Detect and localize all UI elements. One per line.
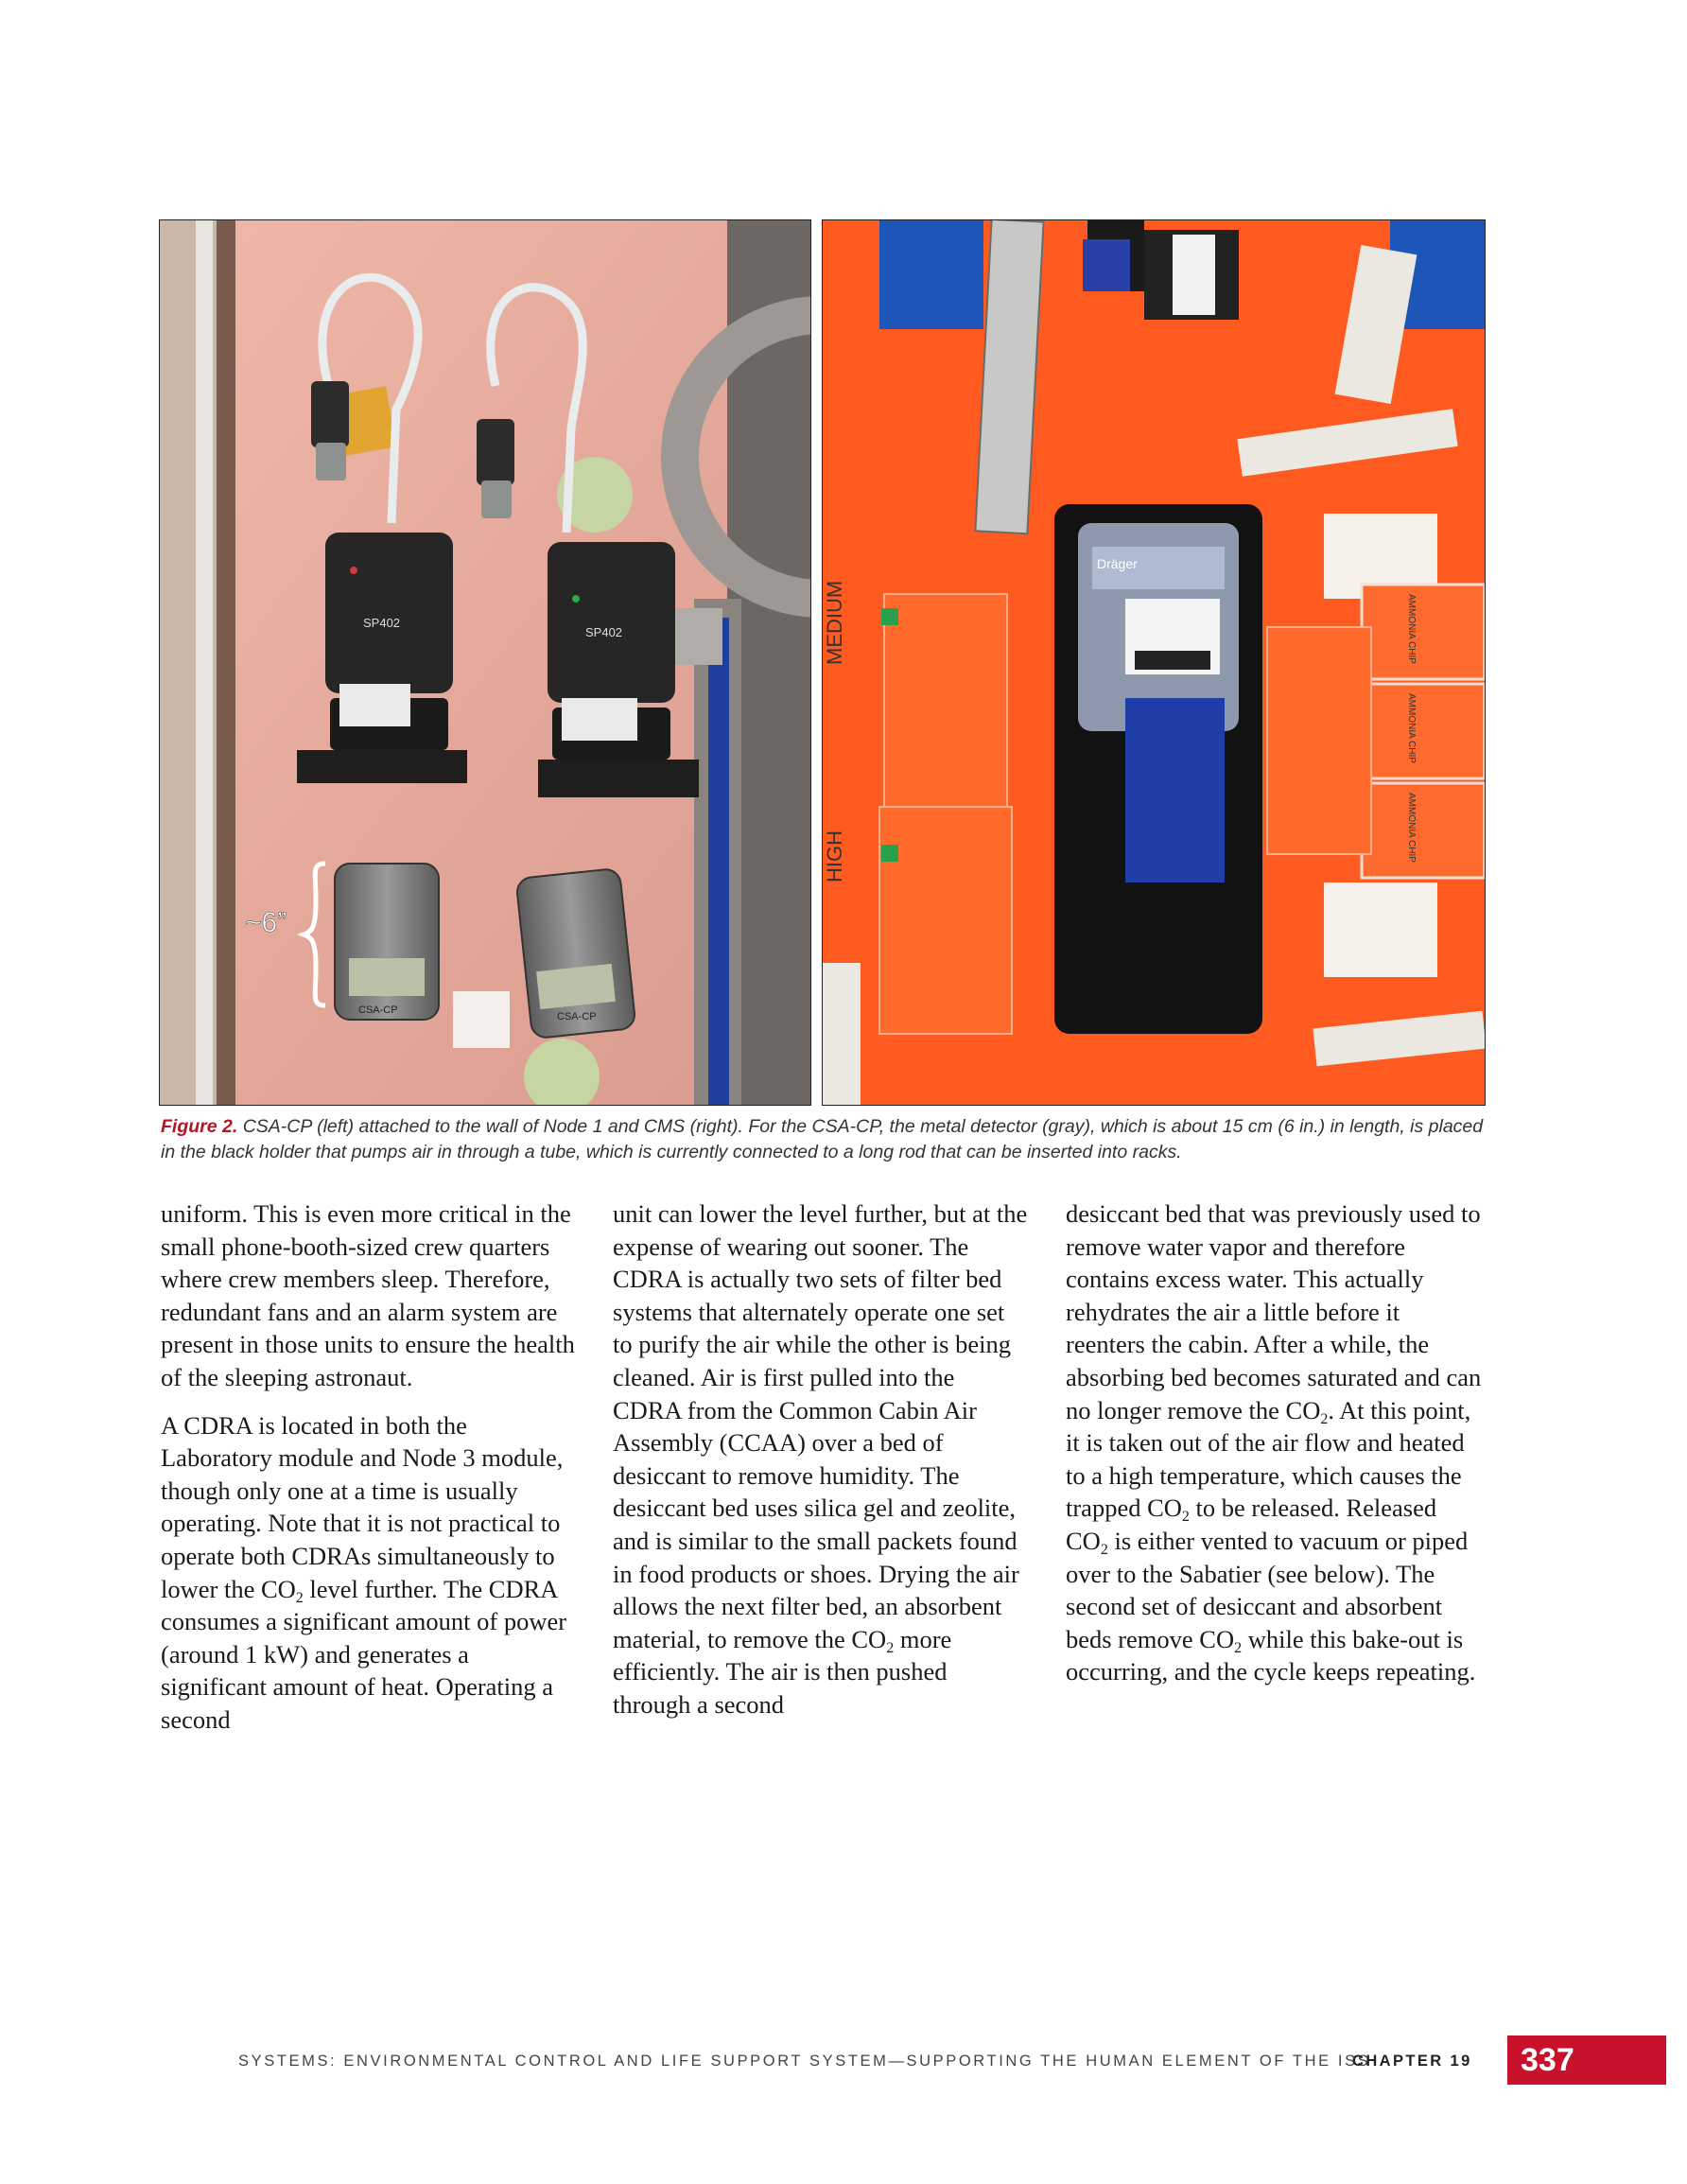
figure-caption bbox=[161, 1114, 1494, 1165]
col1-p2-text-a: A CDRA is located in both the Laboratory module and Node 3 module, though only one at a time is usually operating. Note that it is not practical to operate both CDRAs simultaneously to lower the CO bbox=[161, 1410, 564, 1603]
paragraph bbox=[161, 1409, 577, 1737]
paragraph bbox=[1066, 1197, 1482, 1688]
pump-label-right: SP402 bbox=[585, 625, 623, 639]
detector-label-left: CSA-CP bbox=[358, 1005, 398, 1016]
col2-text-a: unit can lower the level further, but at the expense of wearing out sooner. The CDRA is actually two sets of filter bed systems that alternately operate one set to purify the air while the other is being cleaned. Air is first pulled into the CDRA from the Common Cabin Air Assembly (CCAA) over a bed of desiccant to remove humidity. The desiccant bed uses silica gel and zeolite, and is similar to the small packets found in food products or shoes. Drying the air allows the next filter bed, an absorbent material, to remove the CO bbox=[613, 1199, 1028, 1653]
pocket-label-medium: MEDIUM bbox=[823, 580, 846, 665]
co2-subscript: 2 bbox=[1181, 1509, 1190, 1526]
body-column-1 bbox=[161, 1197, 577, 1752]
co2-subscript: 2 bbox=[886, 1639, 895, 1656]
running-head: SYSTEMS: ENVIRONMENTAL CONTROL AND LIFE SUPPORT SYSTEM—SUPPORTING THE HUMAN ELEMENT OF THE ISS bbox=[238, 2053, 1371, 2070]
col3-text-e: while this bake-out is occurring, and the cycle keeps repeating. bbox=[1066, 1624, 1476, 1686]
body-column-2 bbox=[613, 1197, 1029, 1737]
col3-text-c: to be released. Released CO bbox=[1066, 1494, 1437, 1555]
chip-label-2: AMMONIA CHIP bbox=[1406, 693, 1417, 763]
col3-text-d: is either vented to vacuum or piped over to the Sabatier (see below). The second set of desiccant and absorbent beds remove CO bbox=[1066, 1526, 1469, 1653]
caption-label: Figure 2. bbox=[161, 1116, 238, 1137]
photo-csa-cp bbox=[159, 219, 811, 1106]
co2-subscript: 2 bbox=[1320, 1410, 1329, 1427]
co2-subscript: 2 bbox=[295, 1589, 304, 1606]
co2-subscript: 2 bbox=[1100, 1541, 1108, 1558]
six-inch-annotation: ~6” bbox=[245, 907, 287, 938]
cms-brand: Dräger bbox=[1097, 556, 1138, 571]
chapter-label: CHAPTER 19 bbox=[1352, 2053, 1472, 2070]
photo-cms bbox=[822, 219, 1486, 1106]
co2-subscript: 2 bbox=[1234, 1639, 1243, 1656]
chip-label-1: AMMONIA CHIP bbox=[1406, 594, 1417, 664]
cms-illustration bbox=[823, 220, 1485, 1105]
col2-text-b: more efficiently. The air is then pushed through a second bbox=[613, 1624, 952, 1719]
detector-label-right: CSA-CP bbox=[557, 1011, 597, 1022]
paragraph bbox=[613, 1197, 1029, 1721]
col1-p1-text: uniform. This is even more critical in the small phone-booth-sized crew quarters where crew members sleep. Therefore, redundant fans and an alarm system are present in those units to ensure the health of the sleeping astronaut. bbox=[161, 1199, 575, 1391]
col3-text-a: desiccant bed that was previously used to remove water vapor and therefore contains excess water. This actually rehydrates the air a little before it reenters the cabin. After a while, the absorbing bed becomes saturated and can no longer remove the CO bbox=[1066, 1199, 1482, 1424]
chip-label-3: AMMONIA CHIP bbox=[1406, 793, 1417, 863]
paragraph bbox=[161, 1197, 577, 1394]
pocket-label-high: HIGH bbox=[823, 830, 846, 882]
col1-p2-text-b: level further. The CDRA consumes a significant amount of power (around 1 kW) and generates a significant amount of heat. Operating a second bbox=[161, 1574, 567, 1734]
col3-text-b: . At this point, it is taken out of the air flow and heated to a high temperature, which causes the trapped CO bbox=[1066, 1395, 1471, 1523]
page-number: 337 bbox=[1507, 2035, 1666, 2085]
pump-label-left: SP402 bbox=[363, 616, 401, 630]
csa-cp-illustration bbox=[160, 220, 810, 1105]
body-column-3 bbox=[1066, 1197, 1482, 1704]
caption-text: CSA-CP (left) attached to the wall of Node 1 and CMS (right). For the CSA-CP, the metal detector (gray), which is about 15 cm (6 in.) in length, is placed in the black holder that pumps air in through a tube, which is currently connected to a long rod that can be inserted into racks. bbox=[161, 1116, 1484, 1162]
